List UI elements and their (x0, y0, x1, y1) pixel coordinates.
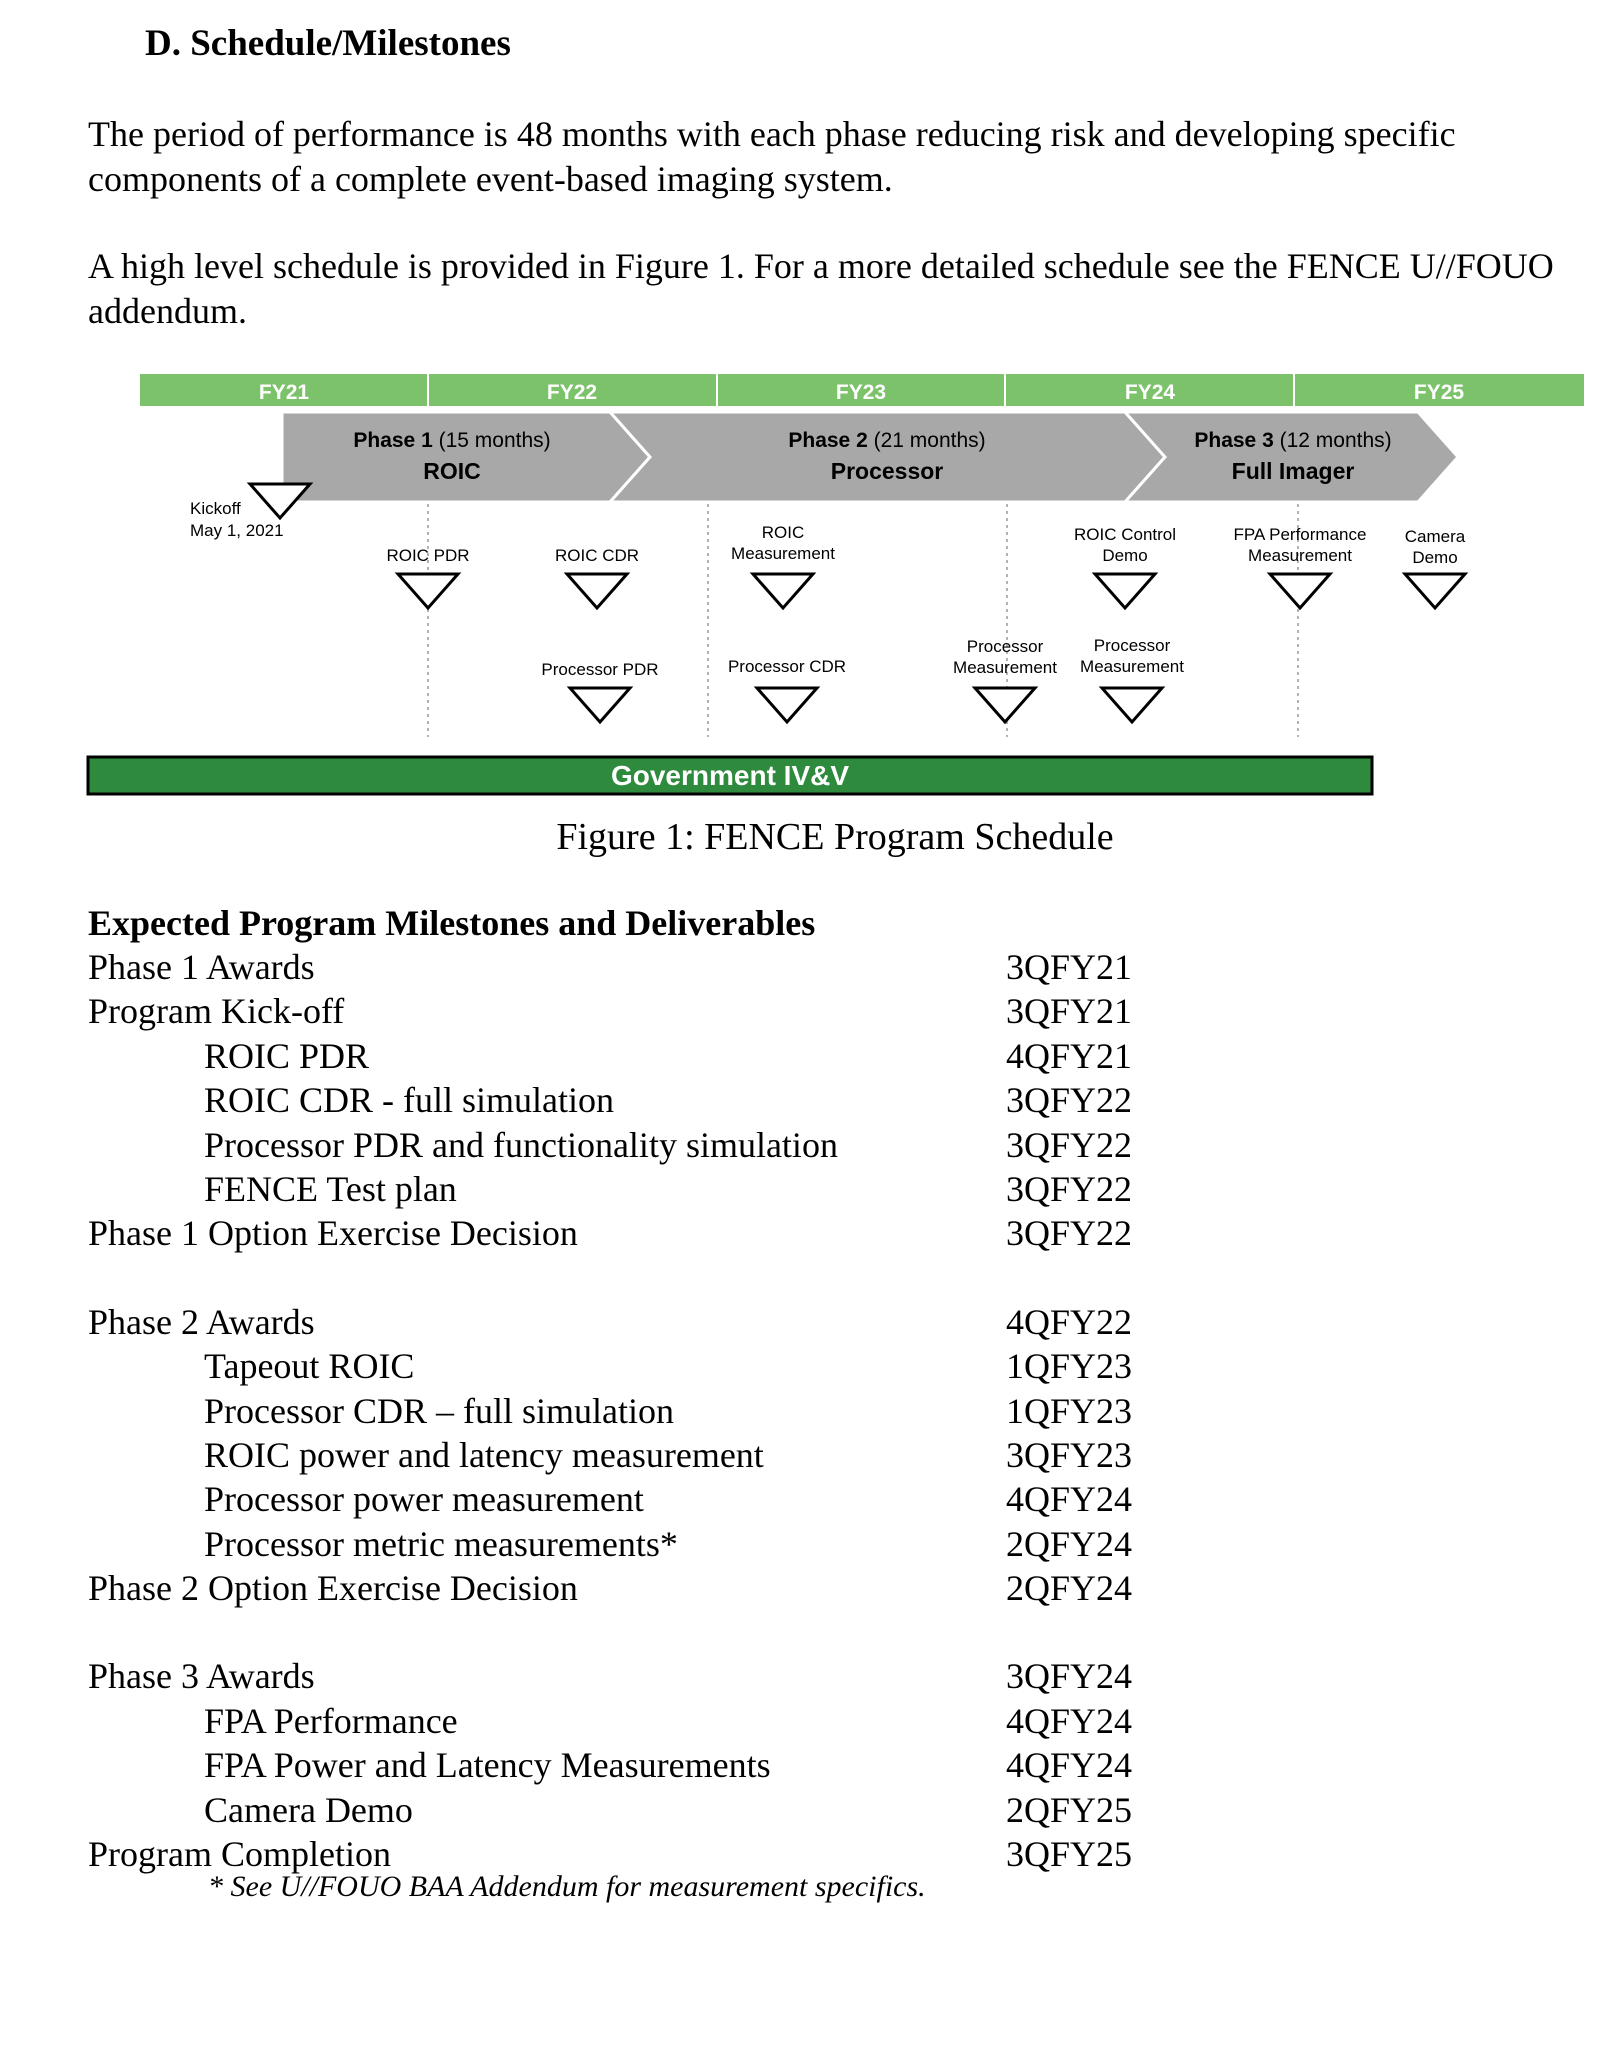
milestone-row-date: 4QFY21 (1006, 1035, 1133, 1076)
milestone-row-label: ROIC PDR (204, 1035, 370, 1076)
milestone-row (88, 1389, 1248, 1433)
milestone-row-date: 3QFY25 (1006, 1834, 1133, 1875)
milestone-row-date: 3QFY21 (1006, 991, 1133, 1032)
milestone-triangle-icon (753, 574, 813, 608)
milestone-triangle-icon (1102, 688, 1162, 722)
milestone-row-label: Processor PDR and functionality simulation (204, 1124, 838, 1165)
kickoff-milestone (190, 484, 310, 540)
milestones-heading: Expected Program Milestones and Deliverables (88, 903, 816, 943)
milestone-row-date: 1QFY23 (1006, 1390, 1133, 1431)
phase-2-focus: Processor (830, 458, 944, 484)
program-schedule-figure (0, 372, 1612, 802)
milestone-row-label: Processor metric measurements* (204, 1523, 678, 1564)
phase-2-title (788, 429, 985, 452)
milestone-row (88, 1433, 1248, 1477)
milestone-label-line-1: Processor (1093, 636, 1171, 655)
milestone-triangle-icon (398, 574, 458, 608)
milestone-row-label: Phase 2 Awards (88, 1301, 315, 1342)
intro-paragraph: The period of performance is 48 months with each phase reducing risk and developing specific components of a complete event-based imaging system. (88, 114, 1456, 199)
phase-arrows (282, 412, 1458, 502)
milestone-row-date: 3QFY21 (1006, 947, 1133, 987)
milestone-row-date: 4QFY24 (1006, 1700, 1133, 1741)
milestone-triangle-icon (570, 688, 630, 722)
milestone-row (88, 989, 1248, 1033)
milestone-row (88, 1078, 1248, 1122)
fy-label-fy24: FY24 (1124, 381, 1176, 404)
milestone-row (88, 1300, 1248, 1344)
milestone-processor-measurement-2 (1080, 636, 1184, 722)
milestones-table (88, 945, 1248, 1876)
milestone-triangle-icon (567, 574, 627, 608)
milestone-row-date: 2QFY25 (1006, 1789, 1133, 1830)
milestone-row-label: FPA Power and Latency Measurements (204, 1745, 771, 1786)
milestone-row-label: FENCE Test plan (204, 1168, 457, 1209)
milestone-row-date: 2QFY24 (1006, 1568, 1133, 1609)
milestone-label-line-2: Measurement (1080, 657, 1184, 676)
milestone-label-line-2: Measurement (953, 658, 1057, 677)
phase-2-duration: (21 months) (873, 429, 986, 452)
milestone-label-line-1: Camera (1404, 527, 1466, 546)
phase-1-arrow (282, 412, 650, 502)
milestone-label-line-2: Measurement (1248, 546, 1352, 565)
milestone-label: Processor CDR (727, 657, 847, 676)
milestone-row-label: FPA Performance (204, 1700, 458, 1741)
milestone-row-date: 3QFY22 (1006, 1213, 1133, 1254)
milestone-row-date: 4QFY24 (1006, 1745, 1133, 1786)
phase-2-arrow (610, 412, 1165, 502)
kickoff-date: May 1, 2021 (190, 521, 284, 540)
phase-3-name: Phase 3 (1194, 429, 1274, 452)
milestone-triangle-icon (975, 688, 1035, 722)
milestone-processor-cdr (728, 657, 846, 722)
milestone-label-line-2: Demo (1102, 546, 1148, 565)
footnote: * See U//FOUO BAA Addendum for measurement specifics. (208, 1870, 926, 1903)
milestone-triangle-icon (757, 688, 817, 722)
milestone-row-label: Program Kick-off (88, 991, 345, 1032)
phase-1-name: Phase 1 (353, 429, 433, 452)
milestone-row (88, 1344, 1248, 1388)
fy-label-fy22: FY22 (546, 381, 598, 404)
milestone-row (88, 1477, 1248, 1521)
milestone-row-label: Phase 1 Awards (88, 947, 315, 987)
milestone-triangle-icon (1095, 574, 1155, 608)
milestone-label-line-1: Processor (966, 637, 1044, 656)
milestone-row (88, 1167, 1248, 1211)
milestone-roic-measurement (731, 523, 835, 608)
phase-1-focus: ROIC (423, 458, 481, 484)
milestone-row-label: ROIC power and latency measurement (204, 1434, 764, 1475)
phase-2-name: Phase 2 (788, 429, 868, 452)
phase-3-focus: Full Imager (1231, 458, 1355, 484)
milestone-row-label: Processor CDR – full simulation (204, 1390, 674, 1431)
milestone-row (88, 1034, 1248, 1078)
milestone-row-date: 3QFY22 (1006, 1168, 1133, 1209)
fy-label-fy21: FY21 (258, 381, 310, 404)
kickoff-label: Kickoff (190, 499, 241, 518)
milestone-row-date: 1QFY23 (1006, 1346, 1133, 1387)
milestone-row-label: Phase 3 Awards (88, 1656, 315, 1697)
milestone-row-date: 3QFY24 (1006, 1656, 1133, 1697)
milestone-triangle-icon (1405, 574, 1465, 608)
milestone-roic-control-demo (1074, 525, 1176, 608)
milestone-label-line-1: ROIC (761, 523, 805, 542)
fy-label-fy23: FY23 (835, 381, 887, 404)
milestone-row-date: 2QFY24 (1006, 1523, 1133, 1564)
milestone-processor-pdr (541, 660, 658, 722)
figure-caption: Figure 1: FENCE Program Schedule (556, 816, 1114, 858)
phase-1-duration: (15 months) (438, 429, 551, 452)
milestone-triangle-icon (1270, 574, 1330, 608)
phase-3-title (1194, 429, 1391, 452)
schedule-reference-paragraph: A high level schedule is provided in Figure 1. For a more detailed schedule see the FENCE U//FOUO addendum. (88, 246, 1554, 331)
bottom-milestones (541, 636, 1184, 722)
milestone-row (88, 1654, 1248, 1698)
milestone-row (88, 1211, 1248, 1255)
milestone-fpa-performance-measurement (1234, 525, 1367, 608)
milestone-roic-cdr (555, 546, 639, 608)
milestone-label-line-2: Demo (1412, 548, 1458, 567)
milestone-row-date: 3QFY22 (1006, 1080, 1133, 1121)
milestone-row (88, 1788, 1248, 1832)
milestone-label-line-1: FPA Performance (1233, 525, 1367, 544)
milestone-row-label: Program Completion (88, 1834, 391, 1875)
milestone-label: ROIC PDR (386, 546, 470, 565)
milestone-row-label: Camera Demo (204, 1789, 413, 1830)
milestone-camera-demo (1405, 527, 1466, 608)
government-ivv-label: Government IV&V (610, 760, 850, 791)
milestone-row-label: Phase 1 Option Exercise Decision (88, 1213, 578, 1254)
milestone-row-label: Tapeout ROIC (204, 1346, 415, 1387)
phase-3-duration: (12 months) (1279, 429, 1392, 452)
milestone-row-label: Phase 2 Option Exercise Decision (88, 1568, 578, 1609)
milestone-row (88, 1566, 1248, 1610)
milestone-row (88, 945, 1248, 989)
milestone-row-label: Processor power measurement (204, 1479, 644, 1520)
milestone-label-line-2: Measurement (731, 544, 835, 563)
milestone-processor-measurement-1 (953, 637, 1057, 722)
milestone-label-line-1: ROIC Control (1073, 525, 1177, 544)
milestone-row (88, 1699, 1248, 1743)
milestone-row (88, 1522, 1248, 1566)
milestone-roic-pdr (386, 546, 469, 608)
top-milestones (386, 523, 1465, 608)
fiscal-year-bar (140, 374, 1584, 406)
milestone-row (88, 1123, 1248, 1167)
fy-label-fy25: FY25 (1413, 381, 1465, 404)
milestone-row-date: 3QFY22 (1006, 1124, 1133, 1165)
milestone-row-date: 4QFY24 (1006, 1479, 1133, 1520)
milestone-label: ROIC CDR (554, 546, 640, 565)
milestone-row-label: ROIC CDR - full simulation (204, 1080, 615, 1121)
section-heading: D. Schedule/Milestones (145, 23, 511, 64)
milestone-row (88, 1743, 1248, 1787)
phase-1-title (353, 429, 550, 452)
government-ivv-bar (88, 757, 1372, 794)
milestone-label: Processor PDR (541, 660, 659, 679)
milestone-row-date: 4QFY22 (1006, 1301, 1133, 1342)
phase-3-arrow (1125, 412, 1458, 502)
milestone-row-date: 3QFY23 (1006, 1434, 1133, 1475)
